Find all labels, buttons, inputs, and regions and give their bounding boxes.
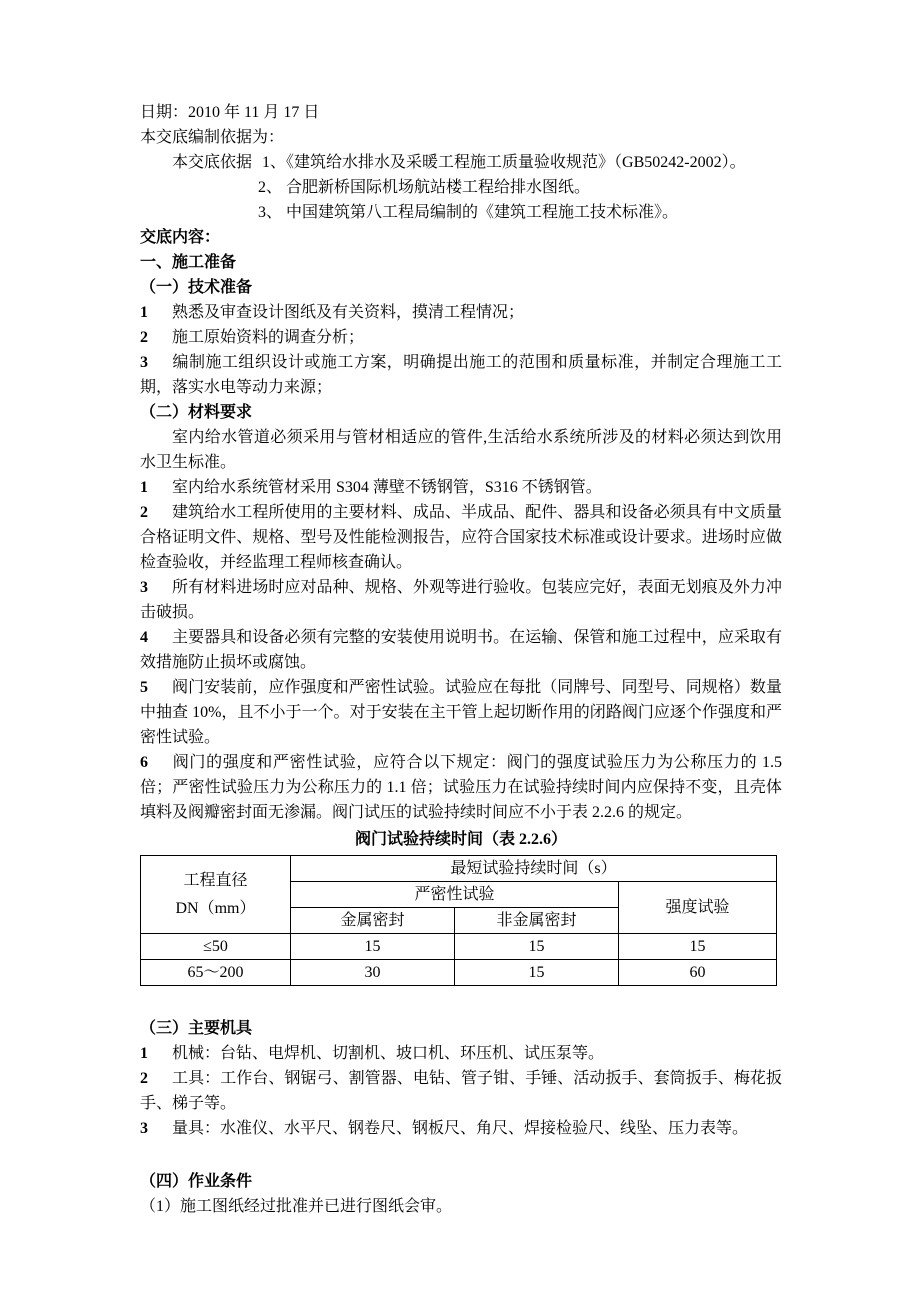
cell-strength: 60 [619,960,777,986]
cell-dn: ≤50 [141,934,291,960]
content-label: 交底内容： [140,229,221,246]
basis-lead: 本交底依据 [172,154,253,171]
material-item-1 [140,475,782,500]
dn-header-line-1: 工程直径 [183,871,248,889]
material-item-2 [140,500,782,575]
subsection-heading-material: （二）材料要求 [140,404,253,421]
item-number: 2 [140,504,148,521]
item-number: 5 [140,679,148,696]
col-header-nonmetal-seal: 非金属密封 [455,908,619,934]
item-text: 机械：台钻、电焊机、切割机、坡口机、环压机、试压泵等。 [172,1045,605,1062]
material-item-4 [140,625,782,675]
date-line: 日期：2010 年 11 月 17 日 [140,104,320,121]
item-text: 阀门的强度和严密性试验，应符合以下规定：阀门的强度试验压力为公称压力的 1.5 倍；严密性试验压力为公称压力的 1.1 倍；试验压力在试验持续时间内应保持不变，且壳体填料及阀瓣密封面无渗漏。阀门试压的试验持续时间应不小于表 2.2.6 的规定。 [140,754,782,821]
cell-metal-seal: 30 [291,960,455,986]
item-text: 施工原始资料的调查分析； [172,329,365,346]
valve-test-duration-table [140,855,777,986]
material-item-3 [140,575,782,625]
basis-item-3: 3、 中国建筑第八工程局编制的《建筑工程施工技术标准》。 [258,204,679,221]
item-number: 2 [140,1070,148,1087]
table-row [141,960,777,986]
section-heading-preparation: 一、施工准备 [140,254,237,271]
table-row [141,934,777,960]
item-number: 1 [140,479,148,496]
conditions-item-1: （1）施工图纸经过批准并已进行图纸会审。 [140,1198,453,1215]
tech-item-2 [140,325,782,350]
item-text: 主要器具和设备必须有完整的安装使用说明书。在运输、保管和施工过程中，应采取有效措施防止损坏或腐蚀。 [140,629,782,671]
basis-item-2: 2、 合肥新桥国际机场航站楼工程给排水图纸。 [258,179,591,196]
col-header-metal-seal: 金属密封 [291,908,455,934]
table-title: 阀门试验持续时间（表 2.2.6） [354,831,567,848]
dn-header-line-2: DN（mm） [175,899,256,917]
item-text: 室内给水系统管材采用 S304 薄壁不锈钢管，S316 不锈钢管。 [172,479,602,496]
cell-nonmetal-seal: 15 [455,960,619,986]
material-item-5 [140,675,782,750]
subsection-heading-conditions: （四）作业条件 [140,1173,253,1190]
item-text: 编制施工组织设计或施工方案，明确提出施工的范围和质量标准，并制定合理施工工期，落实水电等动力来源； [140,354,782,396]
item-number: 3 [140,1120,148,1137]
item-text: 建筑给水工程所使用的主要材料、成品、半成品、配件、器具和设备必须具有中文质量合格证明文件、规格、型号及性能检测报告，应符合国家技术标准或设计要求。进场时应做检查验收，并经监理工程师核查确认。 [140,504,782,571]
cell-dn: 65～200 [141,960,291,986]
basis-intro: 本交底编制依据为： [140,129,285,146]
item-text: 工具：工作台、钢锯弓、割管器、电钻、管子钳、手锤、活动扳手、套筒扳手、梅花扳手、梯子等。 [140,1070,782,1112]
item-number: 1 [140,1045,148,1062]
tools-item-2 [140,1066,782,1116]
item-number: 4 [140,629,148,646]
tools-item-3 [140,1116,782,1141]
col-header-dn [141,856,291,934]
tech-item-1 [140,300,782,325]
item-text: 熟悉及审查设计图纸及有关资料，摸清工程情况； [172,304,525,321]
subsection-heading-tools: （三）主要机具 [140,1020,253,1037]
material-intro: 室内给水管道必须采用与管材相适应的管件,生活给水系统所涉及的材料必须达到饮用水卫生标准。 [140,429,782,471]
item-text: 所有材料进场时应对品种、规格、外观等进行验收。包装应完好，表面无划痕及外力冲击破损。 [140,579,782,621]
table-header-row-1 [141,856,777,882]
subsection-heading-technical: （一）技术准备 [140,279,253,296]
item-number: 2 [140,329,148,346]
material-item-6 [140,750,782,825]
cell-strength: 15 [619,934,777,960]
cell-nonmetal-seal: 15 [455,934,619,960]
item-text: 量具：水准仪、水平尺、钢卷尺、钢板尺、角尺、焊接检验尺、线坠、压力表等。 [172,1120,749,1137]
basis-item-text: 1、《建筑给水排水及采暖工程施工质量验收规范》（GB50242-2002）。 [262,154,746,171]
item-number: 3 [140,579,148,596]
basis-item-1 [140,150,782,175]
tools-item-1 [140,1041,782,1066]
col-header-seal-test: 严密性试验 [291,882,619,908]
item-number: 3 [140,354,148,371]
item-number: 6 [140,754,148,771]
item-number: 1 [140,304,148,321]
cell-metal-seal: 15 [291,934,455,960]
tech-item-3 [140,350,782,400]
col-header-duration: 最短试验持续时间（s） [291,856,777,882]
col-header-strength-test: 强度试验 [619,882,777,934]
item-text: 阀门安装前，应作强度和严密性试验。试验应在每批（同牌号、同型号、同规格）数量中抽查 10%，且不小于一个。对于安装在主干管上起切断作用的闭路阀门应逐个作强度和严密性试验。 [140,679,782,746]
